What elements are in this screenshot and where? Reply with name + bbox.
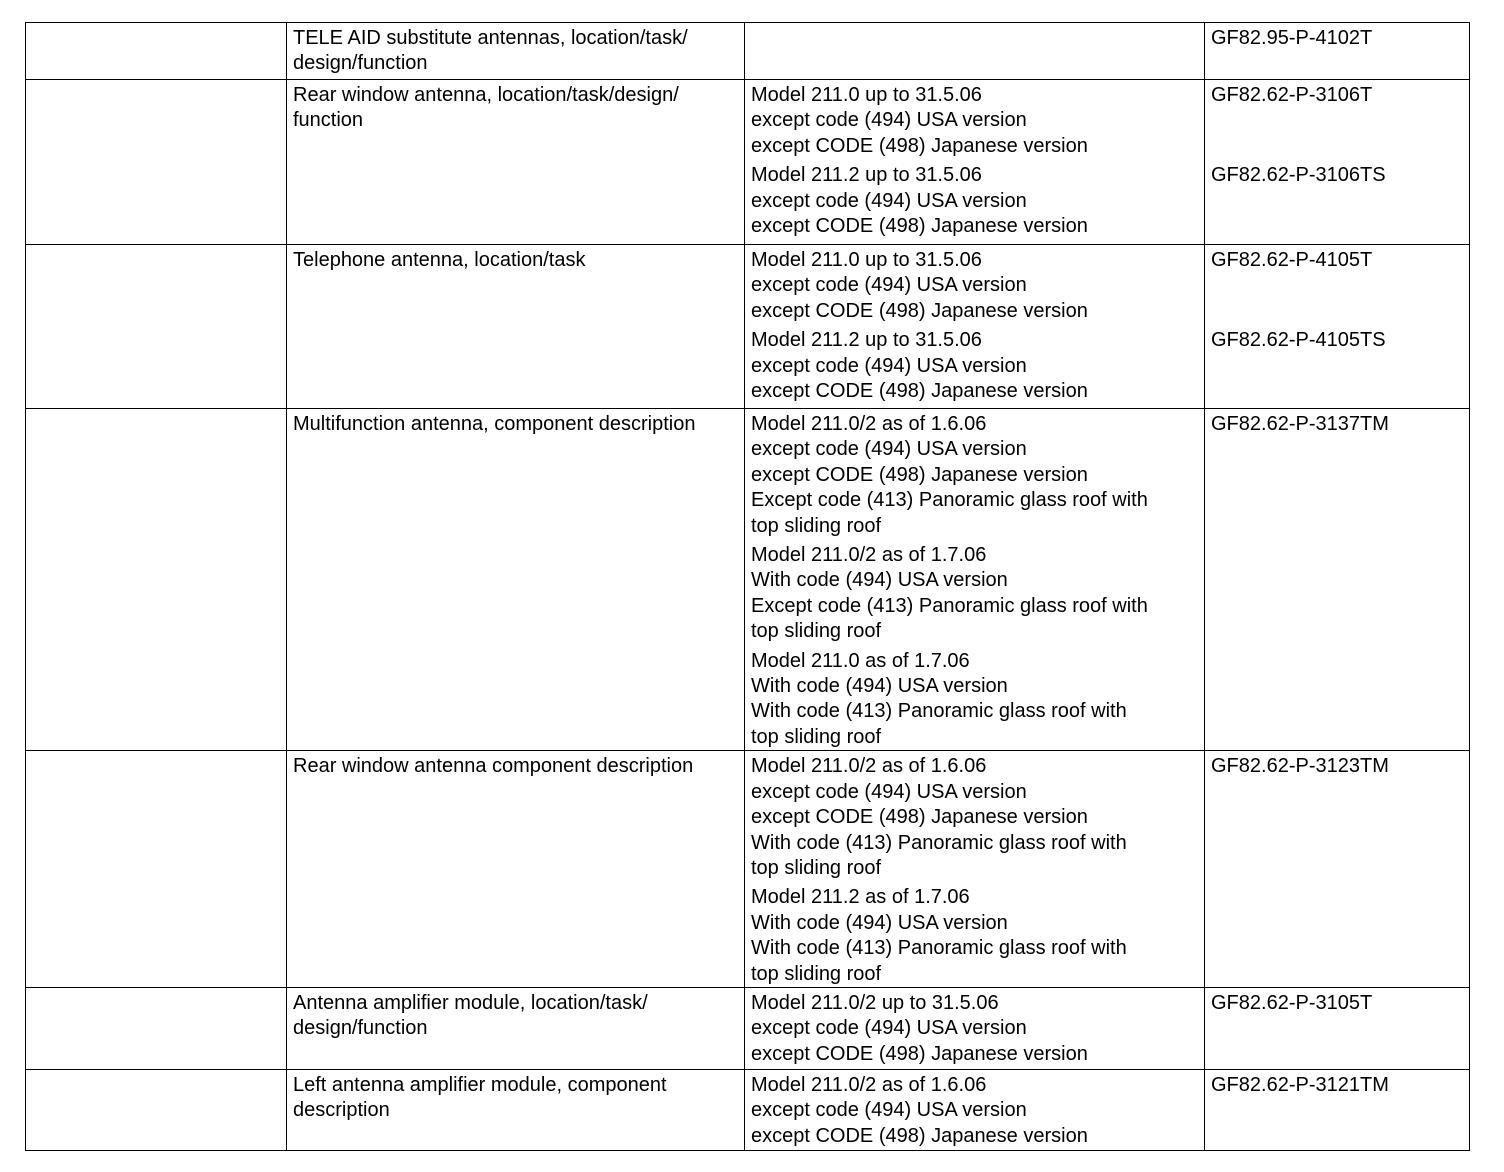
description-cell [287,245,745,409]
document-code-cell [1205,80,1470,245]
document-code-cell [1205,23,1470,80]
document-code-cell [1205,1069,1470,1150]
table-row [26,80,1470,245]
condition-line: except CODE (498) Japanese version [751,1042,1088,1065]
table-body [26,23,1470,1151]
condition-line: Model 211.0/2 as of 1.6.06 [751,413,987,435]
condition-line: Model 211.0/2 as of 1.6.06 [751,755,987,778]
document-code: GF82.62-P-3105T [1211,991,1373,1014]
description-cell [287,409,745,751]
condition-line: except CODE (498) Japanese version [751,215,1088,238]
empty-cell [26,1069,287,1150]
condition-line: except CODE (498) Japanese version [751,1124,1088,1147]
condition-block [751,412,1198,539]
table-row [26,751,1470,988]
condition-line: With code (413) Panoramic glass roof with [751,831,1127,854]
condition-line: except code (494) USA version [751,109,1027,132]
condition-line: top sliding roof [751,725,882,748]
document-code: GF82.62-P-4105TS [1211,329,1386,352]
table-row [26,1069,1470,1150]
empty-cell [26,409,287,751]
document-code-cell [1205,751,1470,988]
description-cell [287,751,745,988]
conditions-cell [745,1069,1205,1150]
condition-line: With code (494) USA version [751,911,1008,934]
condition-line: except CODE (498) Japanese version [751,806,1088,829]
condition-block [751,991,1198,1067]
empty-cell [26,80,287,245]
condition-line: except code (494) USA version [751,1099,1027,1122]
condition-block [751,885,1198,987]
table-row [26,409,1470,751]
condition-line: Model 211.0 as of 1.7.06 [751,649,970,672]
document-code: GF82.62-P-3123TM [1211,755,1389,778]
table-row [26,245,1470,409]
condition-block [751,1073,1198,1149]
condition-line: With code (494) USA version [751,569,1008,592]
condition-line: Model 211.2 up to 31.5.06 [751,164,982,187]
condition-block [751,248,1198,324]
empty-cell [26,245,287,409]
condition-line: Except code (413) Panoramic glass roof with [751,489,1148,512]
condition-line: except code (494) USA version [751,1017,1027,1040]
condition-line: Model 211.0/2 up to 31.5.06 [751,991,999,1014]
description-line: design/function [293,52,428,75]
condition-line: except CODE (498) Japanese version [751,380,1088,403]
document-code: GF82.95-P-4102T [1211,27,1373,49]
description-line: Left antenna amplifier module, component [293,1073,667,1096]
table-row [26,23,1470,80]
description-line: Rear window antenna component description [293,755,694,778]
table-row [26,987,1470,1069]
condition-line: top sliding roof [751,856,882,879]
description-cell [287,1069,745,1150]
condition-line: With code (413) Panoramic glass roof with [751,937,1127,960]
condition-block [751,83,1198,159]
condition-line: except code (494) USA version [751,274,1027,297]
empty-cell [26,751,287,988]
condition-line: Model 211.0/2 as of 1.7.06 [751,544,987,567]
document-code: GF82.62-P-4105T [1211,249,1373,271]
document-code-cell [1205,409,1470,751]
conditions-cell [745,80,1205,245]
condition-block [751,543,1198,645]
condition-line: except CODE (498) Japanese version [751,463,1088,486]
condition-line: Model 211.0 up to 31.5.06 [751,84,982,106]
condition-line: Model 211.0/2 as of 1.6.06 [751,1073,987,1096]
empty-cell [26,987,287,1069]
description-cell [287,23,745,80]
condition-block [751,163,1198,239]
empty-cell [26,23,287,80]
condition-block [751,649,1198,751]
conditions-cell [745,245,1205,409]
description-line: Antenna amplifier module, location/task/ [293,991,648,1014]
document-code: GF82.62-P-3121TM [1211,1073,1389,1096]
document-code: GF82.62-P-3106TS [1211,164,1386,187]
document-code-cell [1205,245,1470,409]
condition-line: Model 211.0 up to 31.5.06 [751,249,982,271]
document-code-cell [1205,987,1470,1069]
condition-line: Model 211.2 as of 1.7.06 [751,886,970,909]
description-line: function [293,109,364,132]
conditions-cell [745,409,1205,751]
description-line: Rear window antenna, location/task/design/ [293,84,679,106]
document-code: GF82.62-P-3137TM [1211,413,1389,435]
condition-line: except CODE (498) Japanese version [751,134,1088,157]
condition-block [751,328,1198,404]
conditions-cell [745,751,1205,988]
description-line: Multifunction antenna, component description [293,413,696,435]
condition-line: except code (494) USA version [751,189,1027,212]
conditions-cell [745,987,1205,1069]
condition-line: top sliding roof [751,514,882,537]
conditions-cell [745,23,1205,80]
condition-line: With code (494) USA version [751,675,1008,698]
condition-line: With code (413) Panoramic glass roof with [751,700,1127,723]
condition-line: Except code (413) Panoramic glass roof with [751,594,1148,617]
condition-line: except code (494) USA version [751,438,1027,461]
description-cell [287,80,745,245]
condition-line: top sliding roof [751,620,882,643]
condition-line: except code (494) USA version [751,354,1027,377]
reference-table [25,22,1470,1151]
condition-line: except code (494) USA version [751,780,1027,803]
condition-line: top sliding roof [751,962,882,985]
document-code: GF82.62-P-3106T [1211,84,1373,106]
condition-line: Model 211.2 up to 31.5.06 [751,329,982,352]
description-line: description [293,1099,390,1122]
description-line: design/function [293,1017,428,1040]
condition-block [751,754,1198,881]
description-line: TELE AID substitute antennas, location/task/ [293,27,688,49]
description-line: Telephone antenna, location/task [293,249,586,271]
condition-line: except CODE (498) Japanese version [751,299,1088,322]
description-cell [287,987,745,1069]
